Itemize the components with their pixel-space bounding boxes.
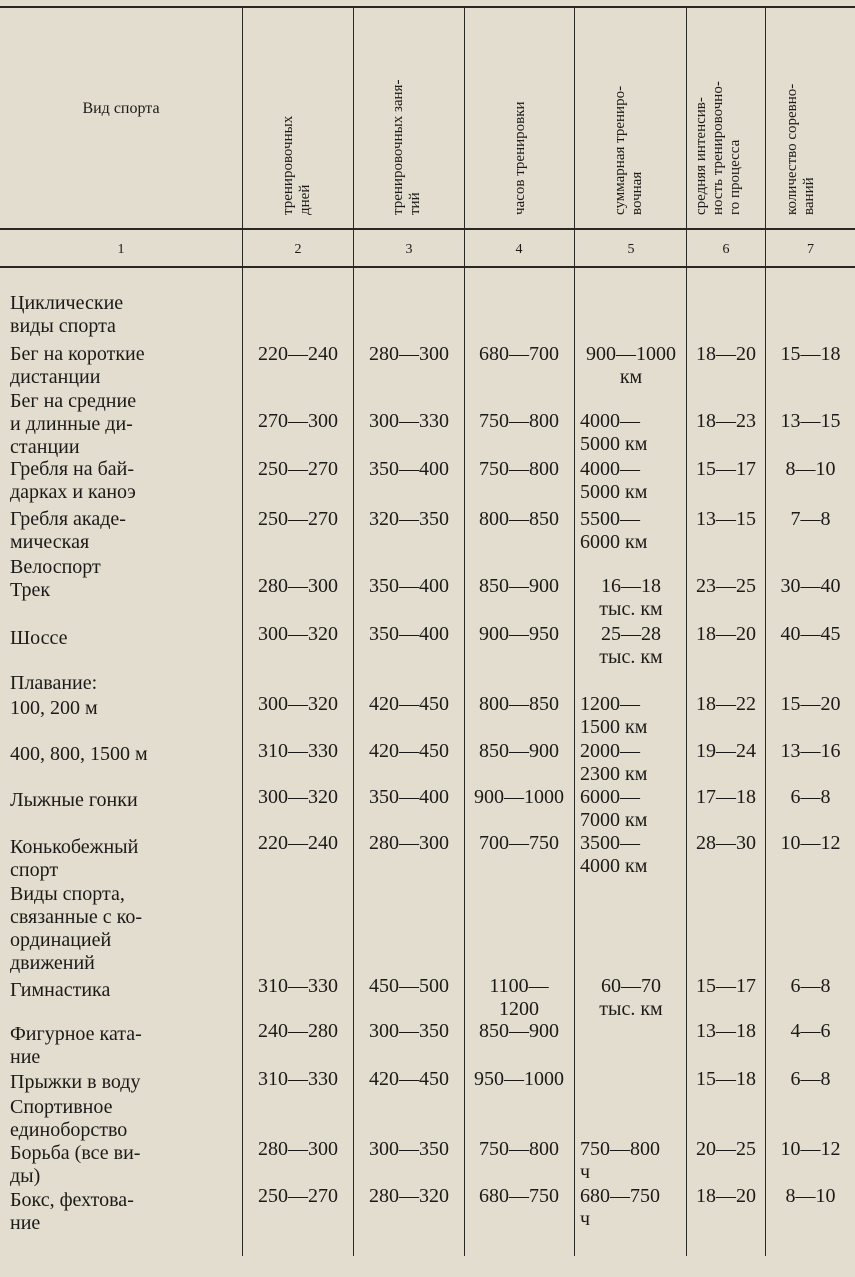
header-training-days: тренировочных дней: [280, 115, 313, 215]
header-sport-type: Вид спорта: [82, 100, 160, 117]
row-label: Плавание:: [10, 672, 98, 694]
cell-total-volume: 4000— 5000 км: [580, 458, 648, 503]
cell-competitions: 15—18: [780, 343, 841, 365]
cell-competitions: 8—10: [785, 1185, 836, 1207]
cell-training-days: 250—270: [258, 508, 338, 530]
column-number: 1: [117, 242, 125, 257]
cell-training-hours: 700—750: [479, 832, 559, 854]
cell-training-hours: 950—1000: [474, 1068, 564, 1090]
cell-competitions: 8—10: [785, 458, 836, 480]
row-label: Трек: [10, 579, 51, 601]
row-label: Бокс, фехтова- ние: [10, 1189, 134, 1234]
cell-training-sessions: 280—300: [369, 343, 449, 365]
cell-avg-intensity: 18—22: [696, 693, 756, 715]
header-training-hours: часов тренировки: [512, 101, 528, 215]
row-label: Циклические виды спорта: [10, 292, 124, 337]
cell-avg-intensity: 18—20: [696, 1185, 756, 1207]
cell-training-sessions: 350—400: [369, 786, 449, 808]
cell-avg-intensity: 15—18: [696, 1068, 756, 1090]
cell-training-sessions: 320—350: [369, 508, 449, 530]
header-avg-intensity: средняя интенсив- ность тренировочно- го процесса: [693, 81, 743, 215]
header-training-sessions: тренировочных заня- тий: [390, 79, 423, 215]
cell-training-hours: 750—800: [479, 410, 559, 432]
cell-training-sessions: 280—300: [369, 832, 449, 854]
cell-competitions: 6—8: [790, 975, 831, 997]
cell-competitions: 6—8: [790, 1068, 831, 1090]
row-label: Велоспорт: [10, 556, 101, 578]
column-number: 3: [405, 242, 413, 257]
cell-total-volume: 5500— 6000 км: [580, 508, 648, 553]
cell-training-days: 300—320: [258, 786, 338, 808]
cell-competitions: 15—20: [780, 693, 841, 715]
cell-avg-intensity: 18—23: [696, 410, 756, 432]
cell-total-volume: 750—800 ч: [580, 1138, 660, 1183]
cell-total-volume: 680—750 ч: [580, 1185, 660, 1230]
row-label: Прыжки в воду: [10, 1071, 141, 1093]
cell-avg-intensity: 15—17: [696, 975, 756, 997]
cell-avg-intensity: 17—18: [696, 786, 756, 808]
cell-training-hours: 750—800: [479, 458, 559, 480]
cell-avg-intensity: 20—25: [696, 1138, 756, 1160]
cell-avg-intensity: 28—30: [696, 832, 756, 854]
cell-total-volume: 3500— 4000 км: [580, 832, 648, 877]
cell-training-sessions: 350—400: [369, 575, 449, 597]
cell-training-days: 240—280: [258, 1020, 338, 1042]
cell-training-days: 250—270: [258, 1185, 338, 1207]
cell-training-sessions: 300—350: [369, 1138, 449, 1160]
cell-avg-intensity: 18—20: [696, 623, 756, 645]
column-number: 7: [807, 242, 814, 257]
header-competitions: количество соревно- ваний: [784, 83, 817, 215]
cell-training-sessions: 300—350: [369, 1020, 449, 1042]
cell-total-volume: 4000— 5000 км: [580, 410, 648, 455]
row-label: Гимнастика: [10, 979, 111, 1001]
cell-competitions: 7—8: [790, 508, 831, 530]
cell-training-hours: 900—1000: [474, 786, 564, 808]
header-rule: [0, 228, 855, 230]
cell-total-volume: 25—28 тыс. км: [599, 623, 663, 668]
cell-training-sessions: 300—330: [369, 410, 449, 432]
cell-training-sessions: 420—450: [369, 740, 449, 762]
cell-training-days: 250—270: [258, 458, 338, 480]
row-label: 100, 200 м: [10, 697, 98, 719]
cell-avg-intensity: 13—15: [696, 508, 756, 530]
cell-training-days: 280—300: [258, 1138, 338, 1160]
row-label: Виды спорта, связанные с ко- ординацией движений: [10, 883, 142, 974]
cell-training-hours: 900—950: [479, 623, 559, 645]
column-number: 4: [515, 242, 523, 257]
cell-training-days: 310—330: [258, 740, 338, 762]
cell-total-volume: 900—1000 км: [586, 343, 676, 388]
cell-training-days: 310—330: [258, 975, 338, 997]
cell-avg-intensity: 13—18: [696, 1020, 756, 1042]
cell-avg-intensity: 23—25: [696, 575, 756, 597]
column-number: 2: [294, 242, 302, 257]
cell-competitions: 13—16: [780, 740, 841, 762]
cell-training-hours: 850—900: [479, 575, 559, 597]
cell-avg-intensity: 18—20: [696, 343, 756, 365]
cell-training-sessions: 350—400: [369, 623, 449, 645]
cell-training-hours: 800—850: [479, 693, 559, 715]
cell-avg-intensity: 15—17: [696, 458, 756, 480]
top-rule: [0, 6, 855, 8]
row-label: Шоссе: [10, 627, 68, 649]
cell-training-days: 310—330: [258, 1068, 338, 1090]
column-divider: [574, 6, 575, 1256]
cell-total-volume: 1200— 1500 км: [580, 693, 648, 738]
cell-competitions: 13—15: [780, 410, 841, 432]
cell-training-sessions: 420—450: [369, 693, 449, 715]
column-number: 5: [627, 242, 635, 257]
cell-avg-intensity: 19—24: [696, 740, 756, 762]
cell-training-hours: 850—900: [479, 1020, 559, 1042]
cell-competitions: 10—12: [780, 1138, 841, 1160]
cell-training-days: 220—240: [258, 832, 338, 854]
row-label: Гребля на бай- дарках и каноэ: [10, 458, 136, 503]
row-label: Бег на короткие дистанции: [10, 343, 145, 388]
cell-competitions: 40—45: [780, 623, 841, 645]
cell-training-days: 300—320: [258, 693, 338, 715]
cell-training-hours: 680—750: [479, 1185, 559, 1207]
row-label: Спортивное единоборство: [10, 1096, 128, 1141]
row-label: Борьба (все ви- ды): [10, 1142, 141, 1187]
cell-total-volume: 6000— 7000 км: [580, 786, 648, 831]
row-label: Фигурное ката- ние: [10, 1023, 142, 1068]
cell-training-hours: 750—800: [479, 1138, 559, 1160]
row-label: Конькобежный спорт: [10, 836, 139, 881]
number-row-rule: [0, 266, 855, 268]
cell-training-hours: 850—900: [479, 740, 559, 762]
row-label: Гребля акаде- мическая: [10, 508, 126, 553]
header-total-volume: суммарная трениро- вочная: [612, 85, 645, 215]
cell-training-sessions: 420—450: [369, 1068, 449, 1090]
cell-training-days: 220—240: [258, 343, 338, 365]
cell-competitions: 4—6: [790, 1020, 831, 1042]
column-number: 6: [722, 242, 730, 257]
cell-total-volume: 60—70 тыс. км: [599, 975, 663, 1020]
cell-training-days: 280—300: [258, 575, 338, 597]
cell-training-days: 270—300: [258, 410, 338, 432]
cell-total-volume: 16—18 тыс. км: [599, 575, 663, 620]
cell-training-days: 300—320: [258, 623, 338, 645]
row-label: Лыжные гонки: [10, 789, 138, 811]
row-label: Бег на средние и длинные ди- станции: [10, 390, 137, 458]
cell-total-volume: 2000— 2300 км: [580, 740, 648, 785]
cell-training-sessions: 350—400: [369, 458, 449, 480]
cell-training-sessions: 450—500: [369, 975, 449, 997]
row-label: 400, 800, 1500 м: [10, 743, 148, 765]
cell-training-hours: 800—850: [479, 508, 559, 530]
cell-training-hours: 1100— 1200: [489, 975, 549, 1020]
cell-training-sessions: 280—320: [369, 1185, 449, 1207]
cell-competitions: 10—12: [780, 832, 841, 854]
cell-training-hours: 680—700: [479, 343, 559, 365]
cell-competitions: 30—40: [780, 575, 841, 597]
cell-competitions: 6—8: [790, 786, 831, 808]
